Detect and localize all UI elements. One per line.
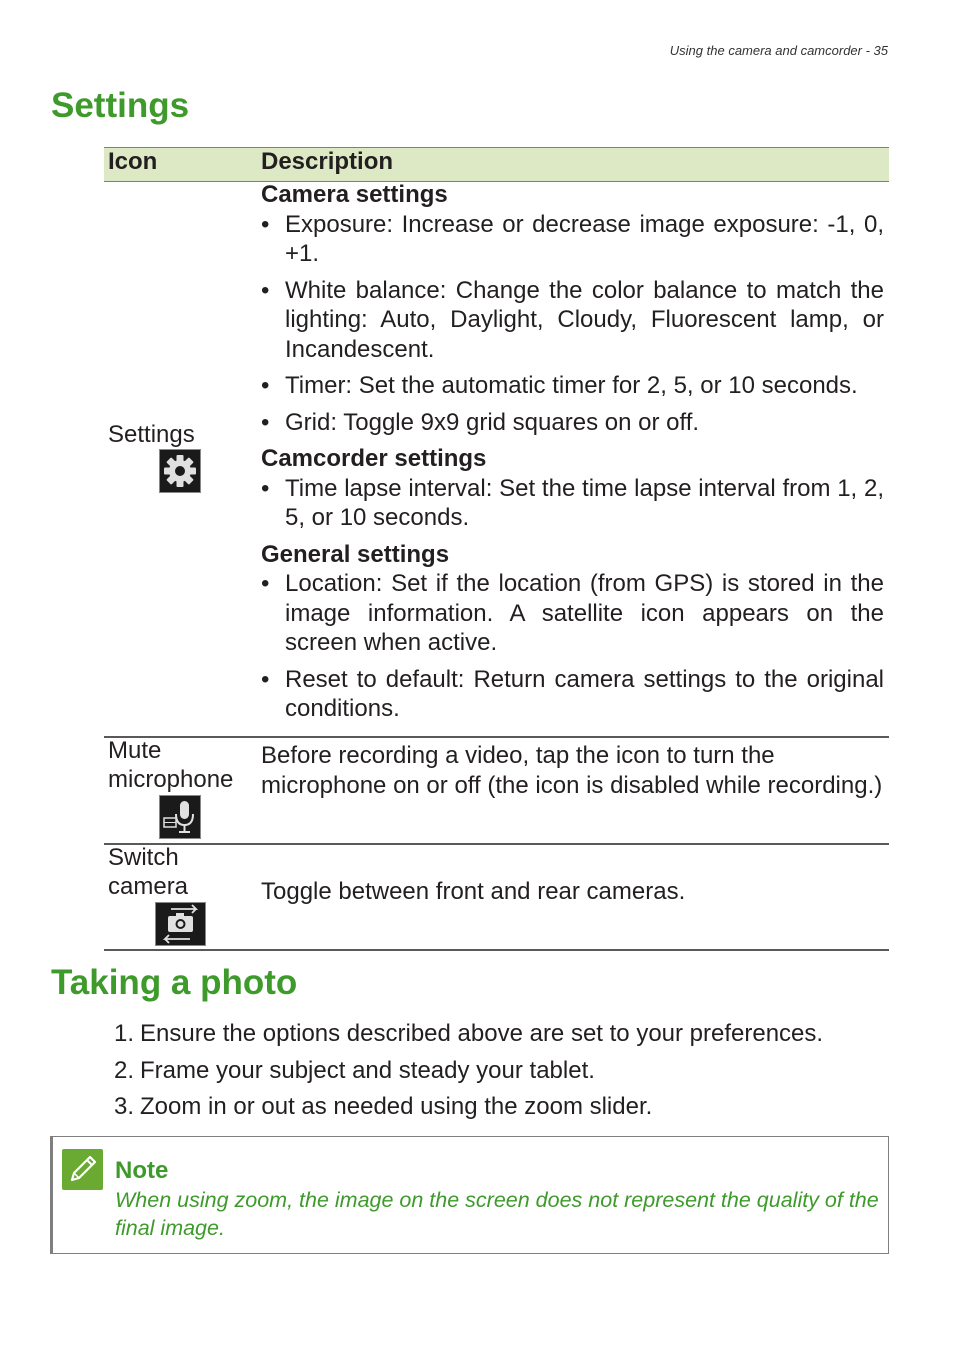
settings-heading: Settings <box>51 86 190 125</box>
list-item: • Time lapse interval: Set the time lapse interval from 1, 2, 5, or 10 seconds. <box>261 474 884 533</box>
row-label-line: camera <box>108 873 189 900</box>
general-settings-list <box>261 569 884 724</box>
row-label-switch-camera <box>108 843 188 901</box>
list-item: • White balance: Change the color balance to match the lighting: Auto, Daylight, Cloudy, Fluorescent lamp, or Incandescent. <box>261 276 884 365</box>
camcorder-settings-list <box>261 474 884 533</box>
step-number: 3. <box>114 1093 135 1120</box>
column-header-description: Description <box>261 148 394 175</box>
step-text: Zoom in or out as needed using the zoom slider. <box>140 1093 653 1120</box>
list-item <box>114 1016 823 1053</box>
row-description-settings <box>261 180 884 731</box>
group-title-general: General settings <box>261 540 450 568</box>
list-item <box>114 1053 823 1090</box>
list-item: • Exposure: Increase or decrease image exposure: -1, 0, +1. <box>261 210 884 269</box>
settings-table <box>104 147 889 951</box>
step-text: Frame your subject and steady your tablet. <box>140 1056 595 1084</box>
group-title-camcorder: Camcorder settings <box>261 445 487 472</box>
row-label-line: Mute <box>108 737 162 764</box>
table-row-settings <box>104 182 889 738</box>
row-label-mute-microphone <box>108 736 233 794</box>
note-title: Note <box>115 1157 169 1184</box>
microphone-icon <box>159 795 201 839</box>
list-item: • Location: Set if the location (from GPS) is stored in the image information. A satellite icon appears on the screen when active. <box>261 569 884 658</box>
column-header-icon: Icon <box>108 148 158 175</box>
table-row-switch-camera <box>104 845 889 951</box>
row-label-line: Switch <box>108 844 179 871</box>
running-header: Using the camera and camcorder - 35 <box>669 43 888 58</box>
row-label-settings: Settings <box>108 421 195 448</box>
photo-steps-list <box>114 1016 823 1126</box>
row-description-mute-microphone: Before recording a video, tap the icon to turn the microphone on or off (the icon is disabled while recording.) <box>261 742 883 799</box>
taking-a-photo-heading: Taking a photo <box>51 963 298 1002</box>
list-item: • Reset to default: Return camera settings to the original conditions. <box>261 665 884 724</box>
step-number: 1. <box>114 1020 135 1047</box>
pencil-icon <box>62 1149 103 1190</box>
row-label-line: microphone <box>108 766 234 793</box>
table-header <box>104 147 889 182</box>
switch-camera-icon <box>155 902 206 946</box>
note-text: When using zoom, the image on the screen does not represent the quality of the final image. <box>115 1188 879 1240</box>
camera-settings-list <box>261 210 884 438</box>
list-item: • Timer: Set the automatic timer for 2, 5, or 10 seconds. <box>261 371 884 401</box>
step-text: Ensure the options described above are set to your preferences. <box>140 1020 824 1047</box>
group-title-camera: Camera settings <box>261 181 448 208</box>
list-item: • Grid: Toggle 9x9 grid squares on or off. <box>261 408 884 438</box>
table-row-mute-microphone <box>104 738 889 845</box>
list-item <box>114 1089 823 1126</box>
step-number: 2. <box>114 1056 135 1084</box>
row-description-switch-camera: Toggle between front and rear cameras. <box>261 878 686 905</box>
note-box <box>50 1136 889 1254</box>
gear-icon <box>159 449 201 493</box>
